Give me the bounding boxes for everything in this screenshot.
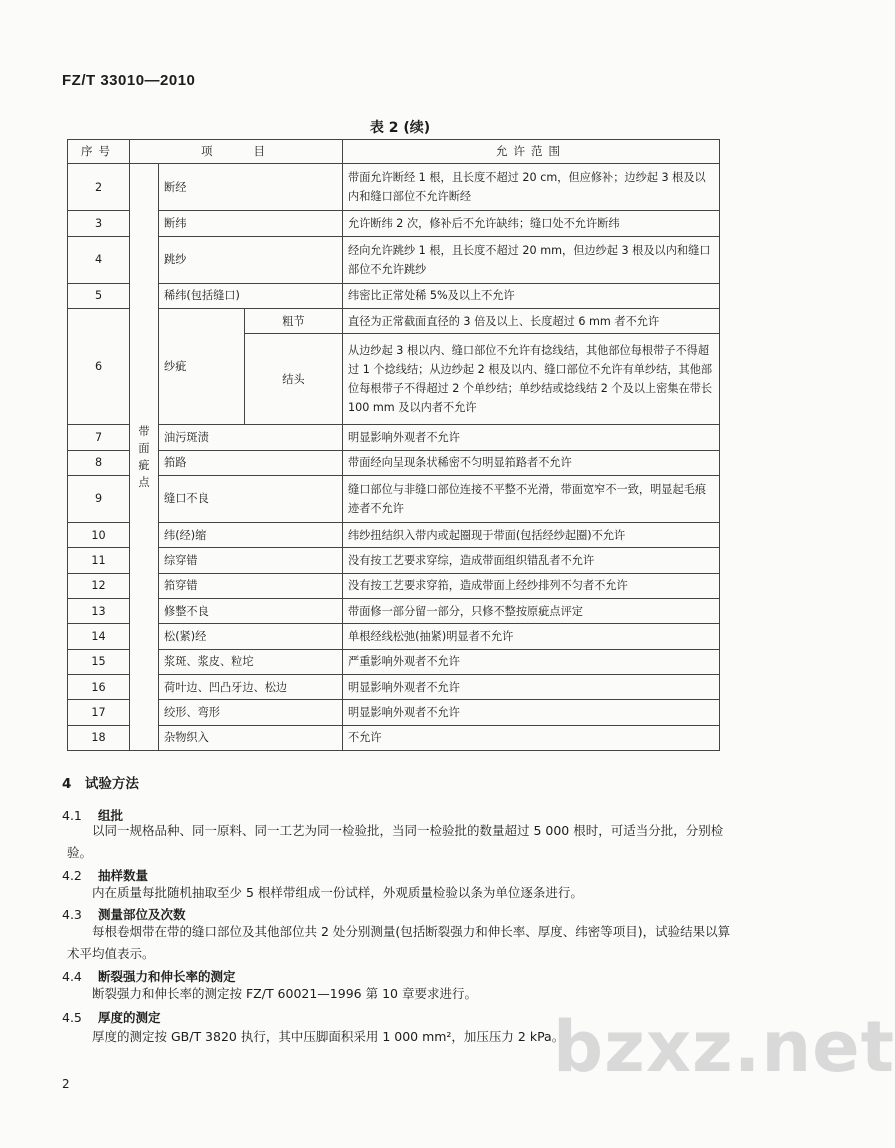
table-row: [68, 725, 720, 750]
row-seq: 18: [68, 725, 130, 750]
watermark: bzxz.net: [553, 1006, 895, 1088]
section-number: 4.3: [62, 907, 82, 922]
row-seq: 4: [68, 236, 130, 283]
table-row: [68, 700, 720, 725]
row-range: 没有按工艺要求穿综，造成带面组织错乱者不允许: [343, 548, 720, 573]
row-seq: 3: [68, 211, 130, 236]
row-range: 带面修一部分留一部分，只修不整按原疵点评定: [343, 598, 720, 623]
table-row: [68, 425, 720, 450]
row-range: 单根经线松弛(抽紧)明显者不允许: [343, 624, 720, 649]
section-title: 抽样数量: [98, 868, 149, 883]
row-range: 明显影响外观者不允许: [343, 425, 720, 450]
row-subitem: 结头: [245, 334, 343, 425]
row-item: 修整不良: [159, 598, 343, 623]
section-4-5-text: 厚度的测定按 GB/T 3820 执行，其中压脚面积采用 1 000 mm²，加压压力 2 kPa。: [92, 1029, 565, 1044]
section-4-3-text: 每根卷烟带在带的缝口部位及其他部位共 2 处分别测量(包括断裂强力和伸长率、厚度、纬密等项目)，试验结果以算术平均值表示。: [67, 924, 731, 961]
table-row: [68, 548, 720, 573]
row-item: 缝口不良: [159, 475, 343, 522]
header-seq: 序号: [68, 140, 130, 164]
page-number: 2: [62, 1077, 70, 1091]
table-row: [68, 624, 720, 649]
row-seq: 14: [68, 624, 130, 649]
section-number: 4.5: [62, 1010, 82, 1025]
row-item: 松(紧)经: [159, 624, 343, 649]
section-title: 组批: [98, 808, 124, 823]
table-title: 表 2 (续): [369, 120, 431, 136]
category-cell: [130, 164, 159, 751]
row-item: 纬(经)缩: [159, 523, 343, 548]
table-row: [68, 283, 720, 308]
row-item: 浆斑、浆皮、粒坨: [159, 649, 343, 674]
table-row: [68, 674, 720, 699]
section-4-2-text: 内在质量每批随机抽取至少 5 根样带组成一份试样，外观质量检验以条为单位逐条进行。: [92, 885, 583, 900]
header-item: 项 目: [130, 140, 343, 164]
table-row: [68, 475, 720, 522]
section-number: 4.1: [62, 808, 82, 823]
row-item: 筘路: [159, 450, 343, 475]
row-range: 严重影响外观者不允许: [343, 649, 720, 674]
standard-code: FZ/T 33010—2010: [62, 72, 196, 89]
category-label: 带面疵点: [138, 424, 150, 489]
row-item: 综穿错: [159, 548, 343, 573]
table-row: [68, 164, 720, 211]
row-range: 不允许: [343, 725, 720, 750]
table-row: [68, 211, 720, 236]
section-title: 断裂强力和伸长率的测定: [98, 969, 236, 984]
row-item: 绞形、弯形: [159, 700, 343, 725]
row-item: 跳纱: [159, 236, 343, 283]
table-header-row: [68, 140, 720, 164]
row-range: 带面经向呈现条状稀密不匀明显筘路者不允许: [343, 450, 720, 475]
row-item: 筘穿错: [159, 573, 343, 598]
row-seq: 10: [68, 523, 130, 548]
row-range: 从边纱起 3 根以内、缝口部位不允许有捻线结，其他部位每根带子不得超过 1 个捻线结；从边纱起 2 根及以内、缝口部位不允许有单纱结，其他部位每根带子不得超过 2 个单纱结；单纱结或捻线结 2 个及以上密集在带长 100 mm 及以内者不允许: [343, 334, 720, 425]
row-range: 缝口部位与非缝口部位连接不平整不光滑，带面宽窄不一致，明显起毛痕迹者不允许: [343, 475, 720, 522]
row-seq: 16: [68, 674, 130, 699]
table-row: [68, 598, 720, 623]
row-seq: 5: [68, 283, 130, 308]
row-range: 没有按工艺要求穿筘，造成带面上经纱排列不匀者不允许: [343, 573, 720, 598]
row-range: 带面允许断经 1 根，且长度不超过 20 cm，但应修补；边纱起 3 根及以内和缝口部位不允许断经: [343, 164, 720, 211]
row-range: 直径为正常截面直径的 3 倍及以上、长度超过 6 mm 者不允许: [343, 309, 720, 334]
row-item: 油污斑渍: [159, 425, 343, 450]
table-row: [68, 523, 720, 548]
section-4-4-text: 断裂强力和伸长率的测定按 FZ/T 60021—1996 第 10 章要求进行。: [92, 986, 477, 1001]
row-range: 明显影响外观者不允许: [343, 700, 720, 725]
row-item: 稀纬(包括缝口): [159, 283, 343, 308]
table-row: [68, 450, 720, 475]
table-row: [68, 309, 720, 334]
row-seq: 12: [68, 573, 130, 598]
row-range: 经向允许跳纱 1 根，且长度不超过 20 mm，但边纱起 3 根及以内和缝口部位不允许跳纱: [343, 236, 720, 283]
table-row: [68, 236, 720, 283]
row-seq: 15: [68, 649, 130, 674]
row-seq: 8: [68, 450, 130, 475]
row-range: 纬纱扭结织入带内或起圈现于带面(包括经纱起圈)不允许: [343, 523, 720, 548]
row-item: 断纬: [159, 211, 343, 236]
row-range: 纬密比正常处稀 5%及以上不允许: [343, 283, 720, 308]
row-seq: 11: [68, 548, 130, 573]
row-item: 杂物织入: [159, 725, 343, 750]
section-4-5-heading: [62, 1008, 161, 1026]
table-row: [68, 573, 720, 598]
section-number: 4.4: [62, 969, 82, 984]
row-item: 荷叶边、凹凸牙边、松边: [159, 674, 343, 699]
section-4-1-text: 以同一规格品种、同一原料、同一工艺为同一检验批，当同一检验批的数量超过 5 000 根时，可适当分批，分别检验。: [67, 823, 724, 860]
row-seq: 7: [68, 425, 130, 450]
section-title: 测量部位及次数: [98, 907, 186, 922]
row-item: 断经: [159, 164, 343, 211]
row-seq: 6: [68, 309, 130, 425]
row-range: 明显影响外观者不允许: [343, 674, 720, 699]
row-item: 纱疵: [159, 309, 245, 425]
row-range: 允许断纬 2 次，修补后不允许缺纬；缝口处不允许断纬: [343, 211, 720, 236]
section-4-title: 4 试验方法: [62, 776, 139, 792]
row-seq: 9: [68, 475, 130, 522]
row-seq: 2: [68, 164, 130, 211]
section-title: 厚度的测定: [98, 1010, 161, 1025]
header-range: 允许范围: [343, 140, 720, 164]
row-seq: 17: [68, 700, 130, 725]
quality-table: [67, 139, 720, 751]
row-seq: 13: [68, 598, 130, 623]
section-number: 4.2: [62, 868, 82, 883]
row-subitem: 粗节: [245, 309, 343, 334]
table-row: [68, 649, 720, 674]
